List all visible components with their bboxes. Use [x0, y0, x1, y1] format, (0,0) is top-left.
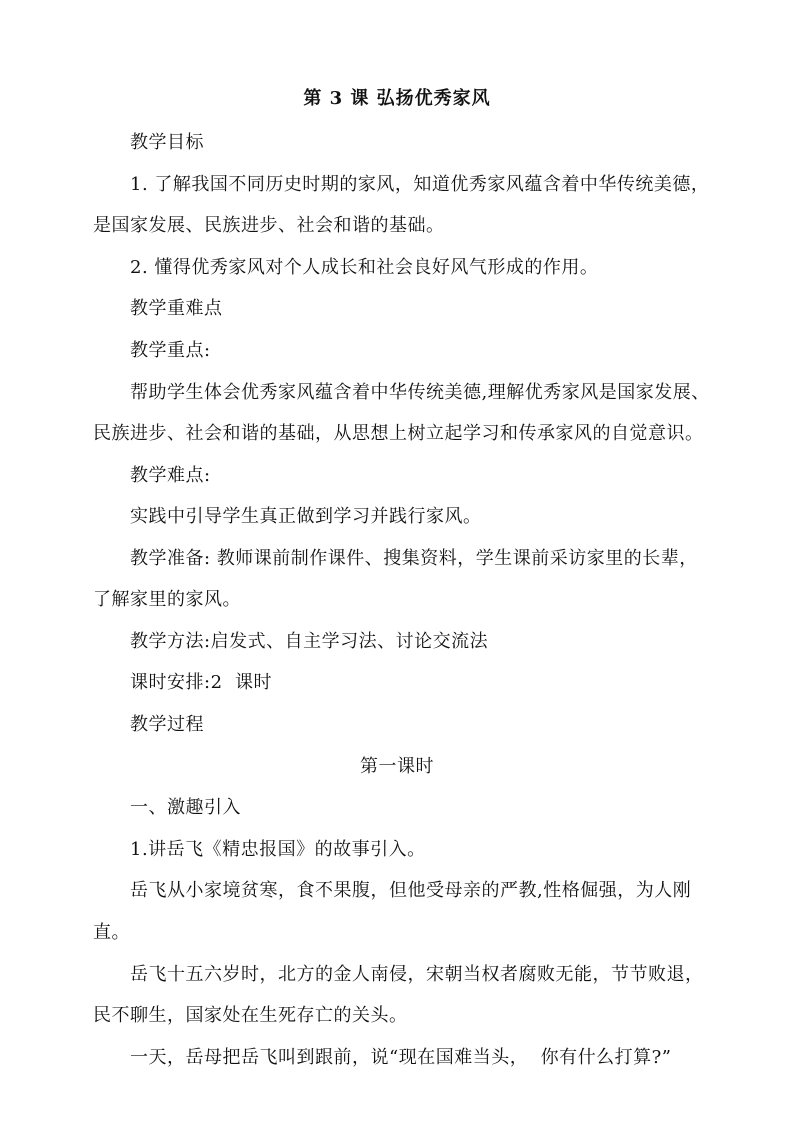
objective-2: 2. 懂得优秀家风对个人成长和社会良好风气形成的作用。 — [130, 257, 599, 278]
objective-1-line-2: 是国家发展、民族进步、社会和谐的基础。 — [93, 215, 445, 236]
section-heading-objectives: 教学目标 — [130, 132, 204, 153]
lesson-period-heading: 第一课时 — [360, 756, 434, 777]
story-paragraph-1-line-2: 直。 — [93, 922, 130, 943]
step-heading-introduction: 一、激趣引入 — [130, 797, 241, 818]
subheading-difficult-points: 教学难点: — [130, 465, 211, 486]
difficult-points-text: 实践中引导学生真正做到学习并践行家风。 — [130, 506, 482, 527]
objective-1-line-1: 1. 了解我国不同历史时期的家风，知道优秀家风蕴含着中华传统美德， — [130, 174, 710, 195]
story-intro: 1.讲岳飞《精忠报国》的故事引入。 — [130, 839, 426, 860]
story-paragraph-2-line-2: 民不聊生，国家处在生死存亡的关头。 — [93, 1005, 408, 1026]
story-paragraph-2-line-1: 岳飞十五六岁时，北方的金人南侵，宋朝当权者腐败无能，节节败退， — [130, 964, 704, 985]
page-title: 第 3 课 弘扬优秀家风 — [303, 88, 491, 109]
teaching-preparation-line-2: 了解家里的家风。 — [93, 589, 241, 610]
story-paragraph-1-line-1: 岳飞从小家境贫寒，食不果腹，但他受母亲的严教,性格倔强，为人刚 — [130, 880, 692, 901]
key-points-line-1: 帮助学生体会优秀家风蕴含着中华传统美德,理解优秀家风是国家发展、 — [130, 382, 710, 403]
section-heading-teaching-process: 教学过程 — [130, 714, 204, 735]
key-points-line-2: 民族进步、社会和谐的基础，从思想上树立起学习和传承家风的自觉意识。 — [93, 423, 704, 444]
story-paragraph-3-line-1: 一天，岳母把岳飞叫到跟前，说“现在国难当头， 你有什么打算?” — [130, 1047, 672, 1068]
teaching-preparation-line-1: 教学准备: 教师课前制作课件、搜集资料，学生课前采访家里的长辈， — [130, 548, 698, 569]
subheading-key-points: 教学重点: — [130, 340, 211, 361]
section-heading-key-difficult-points: 教学重难点 — [130, 298, 223, 319]
class-schedule: 课时安排:2 课时 — [130, 672, 272, 693]
teaching-methods: 教学方法:启发式、自主学习法、讨论交流法 — [130, 631, 489, 652]
